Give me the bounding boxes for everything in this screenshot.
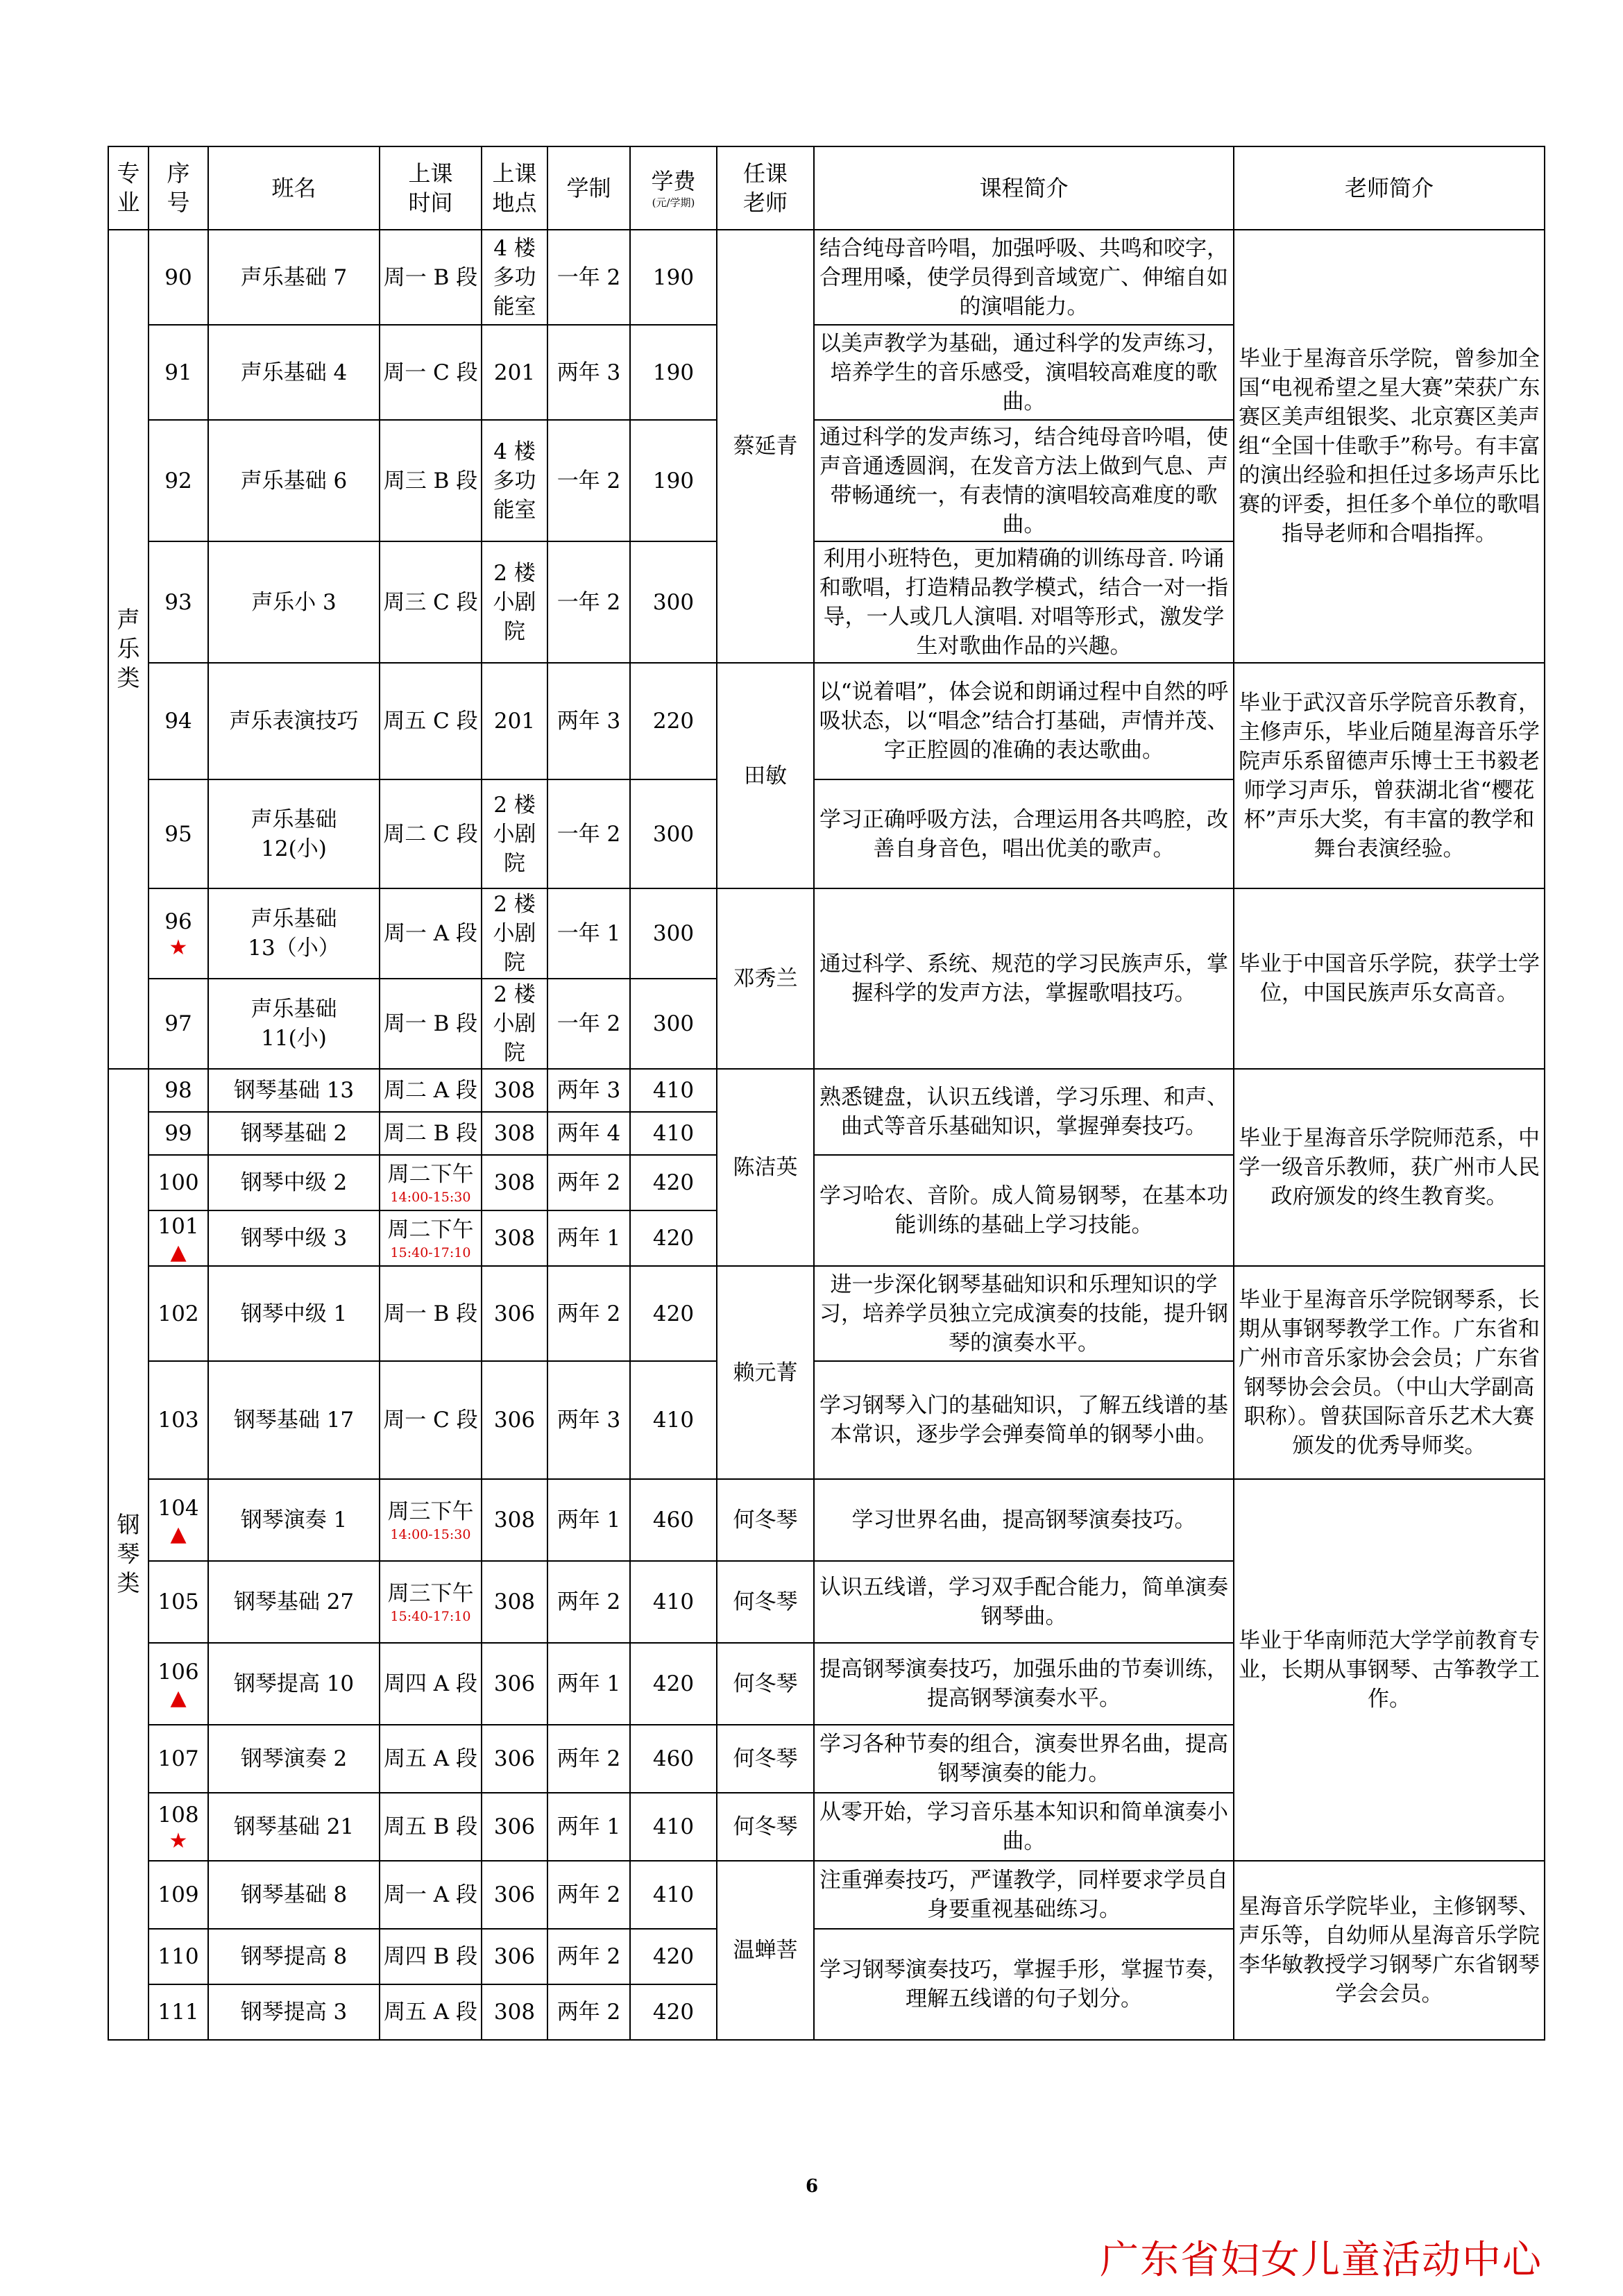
header-major: 专业 [108, 146, 148, 230]
class-name-text: 声乐基础 12(小) [250, 807, 337, 861]
class-name-text: 钢琴提高 10 [233, 1671, 355, 1696]
class-fee: 420 [630, 1929, 717, 1984]
class-duration: 两年 1 [547, 1210, 630, 1266]
class-name [208, 1725, 380, 1793]
class-place-text: 201 [493, 360, 536, 385]
class-time [380, 888, 482, 979]
class-place-text: 2 楼小剧院 [493, 792, 536, 876]
teacher-name: 田敏 [717, 663, 814, 888]
class-name [208, 325, 380, 420]
header-intro: 课程简介 [814, 146, 1234, 230]
class-fee: 420 [630, 1155, 717, 1210]
class-time [380, 541, 482, 663]
class-name-text: 钢琴基础 17 [233, 1408, 355, 1433]
class-time-text: 周五 B 段 [383, 1814, 478, 1839]
class-name [208, 1984, 380, 2040]
class-place [482, 888, 547, 979]
teacher-name: 何冬琴 [717, 1793, 814, 1861]
class-place-text: 308 [493, 1589, 536, 1614]
class-time-text: 周二 B 段 [383, 1121, 478, 1146]
row-number [148, 1266, 208, 1361]
row-number [148, 325, 208, 420]
row-number-text: 107 [158, 1746, 199, 1771]
header-class: 班名 [208, 146, 380, 230]
class-name-text: 钢琴基础 27 [233, 1589, 355, 1614]
class-time [380, 1266, 482, 1361]
category-label: 声乐类 [117, 606, 140, 691]
course-intro: 进一步深化钢琴基础知识和乐理知识的学习，培养学员独立完成演奏的技能，提升钢琴的演奏水平。 [814, 1266, 1234, 1361]
teacher-bio: 毕业于华南师范大学学前教育专业，长期从事钢琴、古筝教学工作。 [1234, 1479, 1545, 1861]
class-name-text: 声乐基础 4 [240, 360, 348, 385]
row-number-text: 91 [164, 360, 192, 385]
class-name-text: 声乐基础 13（小） [248, 906, 340, 961]
class-duration: 一年 2 [547, 230, 630, 325]
teacher-bio: 毕业于中国音乐学院，获学士学位，中国民族声乐女高音。 [1234, 888, 1545, 1069]
class-duration: 两年 4 [547, 1112, 630, 1155]
class-name [208, 230, 380, 325]
class-name-text: 钢琴中级 3 [240, 1226, 348, 1251]
class-place [482, 541, 547, 663]
teacher-bio: 毕业于星海音乐学院钢琴系，长期从事钢琴教学工作。广东省和广州市音乐家协会会员；广东省钢琴协会会员。（中山大学副高职称）。曾获国际音乐艺术大赛颁发的优秀导师奖。 [1234, 1266, 1545, 1479]
row-number [148, 779, 208, 888]
class-name [208, 420, 380, 541]
class-place-text: 2 楼小剧院 [493, 982, 536, 1065]
class-place-text: 306 [493, 1408, 536, 1433]
class-place [482, 1984, 547, 2040]
class-time-text: 周二 A 段 [383, 1078, 478, 1103]
class-time-detail: 15:40-17:10 [390, 1609, 471, 1624]
class-time [380, 420, 482, 541]
class-duration: 两年 2 [547, 1861, 630, 1929]
class-place-text: 308 [493, 1226, 536, 1251]
class-fee: 220 [630, 663, 717, 779]
class-name-text: 声乐表演技巧 [229, 709, 359, 734]
class-time [380, 1561, 482, 1643]
class-fee: 460 [630, 1725, 717, 1793]
class-fee: 190 [630, 230, 717, 325]
course-intro: 以美声教学为基础，通过科学的发声练习，培养学生的音乐感受，演唱较高难度的歌曲。 [814, 325, 1234, 420]
class-place-text: 201 [493, 709, 536, 734]
class-name-text: 钢琴基础 21 [233, 1814, 355, 1839]
class-name-text: 钢琴中级 2 [240, 1170, 348, 1195]
class-time-text: 周五 A 段 [383, 2000, 478, 2025]
class-time-text: 周一 C 段 [383, 1408, 478, 1433]
star-icon: ★ [169, 936, 188, 960]
row-number [148, 1210, 208, 1266]
triangle-icon: ▲ [170, 1522, 187, 1546]
class-place-text: 2 楼小剧院 [493, 560, 536, 644]
class-name [208, 1861, 380, 1929]
header-place: 上课地点 [482, 146, 547, 230]
class-name [208, 1361, 380, 1479]
row-number-text: 101 [158, 1214, 199, 1239]
row-number [148, 1561, 208, 1643]
class-duration: 两年 2 [547, 1725, 630, 1793]
triangle-icon: ▲ [170, 1686, 187, 1710]
teacher-name: 邓秀兰 [717, 888, 814, 1069]
class-fee: 410 [630, 1112, 717, 1155]
class-name [208, 1112, 380, 1155]
class-time-text: 周一 B 段 [383, 1011, 478, 1036]
teacher-name: 陈洁英 [717, 1069, 814, 1266]
header-teacher: 任课老师 [717, 146, 814, 230]
row-number [148, 1479, 208, 1561]
organization-footer: 广东省妇女儿童活动中心 [1100, 2238, 1543, 2283]
row-number-text: 98 [164, 1078, 192, 1103]
class-place [482, 1361, 547, 1479]
class-duration: 两年 2 [547, 1929, 630, 1984]
table-row [108, 888, 1545, 979]
row-number-text: 108 [158, 1803, 199, 1827]
course-intro: 熟悉键盘，认识五线谱，学习乐理、和声、曲式等音乐基础知识，掌握弹奏技巧。 [814, 1069, 1234, 1155]
course-intro: 学习哈农、音阶。成人简易钢琴，在基本功能训练的基础上学习技能。 [814, 1155, 1234, 1266]
class-time [380, 979, 482, 1069]
table-row [108, 1479, 1545, 1561]
teacher-bio: 星海音乐学院毕业，主修钢琴、声乐等，自幼师从星海音乐学院李华敏教授学习钢琴广东省钢琴学会会员。 [1234, 1861, 1545, 2040]
class-time [380, 1725, 482, 1793]
row-number-text: 93 [164, 589, 192, 615]
class-time [380, 1479, 482, 1561]
class-time-text: 周一 A 段 [383, 921, 478, 946]
class-place [482, 1266, 547, 1361]
class-name-text: 钢琴基础 8 [240, 1882, 348, 1907]
class-name [208, 1929, 380, 1984]
class-time [380, 1929, 482, 1984]
row-number [148, 1793, 208, 1861]
class-fee: 410 [630, 1561, 717, 1643]
row-number [148, 1361, 208, 1479]
class-place-text: 306 [493, 1944, 536, 1969]
class-time-text: 周二下午 [387, 1162, 474, 1187]
row-number-text: 106 [158, 1660, 199, 1685]
teacher-name: 蔡延青 [717, 230, 814, 663]
row-number [148, 1725, 208, 1793]
class-time [380, 779, 482, 888]
class-place [482, 420, 547, 541]
class-place-text: 308 [493, 1170, 536, 1195]
class-fee: 410 [630, 1861, 717, 1929]
class-time-text: 周一 A 段 [383, 1882, 478, 1907]
class-place [482, 230, 547, 325]
class-time-text: 周三下午 [387, 1499, 474, 1524]
category-cell [108, 1069, 148, 2040]
class-name [208, 1643, 380, 1725]
course-intro: 通过科学的发声练习，结合纯母音吟唱，使声音通透圆润，在发音方法上做到气息、声带畅通统一，有表情的演唱较高难度的歌曲。 [814, 420, 1234, 541]
course-intro: 以“说着唱”，体会说和朗诵过程中自然的呼吸状态，以“唱念”结合打基础，声情并茂、字正腔圆的准确的表达歌曲。 [814, 663, 1234, 779]
row-number [148, 888, 208, 979]
class-name [208, 1793, 380, 1861]
course-intro: 结合纯母音吟唱，加强呼吸、共鸣和咬字，合理用嗓，使学员得到音域宽广、伸缩自如的演唱能力。 [814, 230, 1234, 325]
class-name [208, 779, 380, 888]
table-row [108, 1266, 1545, 1361]
table-row [108, 1861, 1545, 1929]
row-number-text: 94 [164, 709, 192, 734]
course-intro: 认识五线谱，学习双手配合能力，简单演奏钢琴曲。 [814, 1561, 1234, 1643]
class-name-text: 声乐基础 7 [240, 264, 348, 290]
class-duration: 两年 2 [547, 1266, 630, 1361]
row-number-text: 105 [158, 1589, 199, 1614]
row-number [148, 663, 208, 779]
class-time-text: 周五 C 段 [383, 709, 478, 734]
class-duration: 两年 3 [547, 663, 630, 779]
class-name-text: 钢琴提高 3 [240, 2000, 348, 2025]
row-number-text: 111 [158, 2000, 199, 2025]
class-place [482, 1643, 547, 1725]
row-number-text: 110 [158, 1944, 199, 1969]
class-place [482, 1861, 547, 1929]
class-place [482, 1069, 547, 1112]
row-number-text: 90 [164, 264, 192, 290]
class-name-text: 钢琴基础 2 [240, 1121, 348, 1146]
row-number [148, 1643, 208, 1725]
class-fee: 190 [630, 325, 717, 420]
table-row [108, 230, 1545, 325]
class-duration: 一年 2 [547, 779, 630, 888]
class-fee: 420 [630, 1266, 717, 1361]
class-place [482, 1725, 547, 1793]
class-time [380, 1793, 482, 1861]
page-number: 6 [805, 2176, 819, 2197]
class-time-text: 周三 C 段 [383, 589, 478, 615]
header-time: 上课时间 [380, 146, 482, 230]
teacher-name: 赖元菁 [717, 1266, 814, 1479]
course-intro: 学习世界名曲，提高钢琴演奏技巧。 [814, 1479, 1234, 1561]
class-fee: 410 [630, 1793, 717, 1861]
course-intro: 学习各种节奏的组合，演奏世界名曲，提高钢琴演奏的能力。 [814, 1725, 1234, 1793]
class-time [380, 230, 482, 325]
class-place-text: 306 [493, 1301, 536, 1326]
class-name-text: 钢琴演奏 2 [240, 1746, 348, 1771]
class-name-text: 声乐基础 11(小) [250, 997, 337, 1051]
teacher-bio: 毕业于武汉音乐学院音乐教育，主修声乐，毕业后随星海音乐学院声乐系留德声乐博士王书毅老师学习声乐，曾获湖北省“樱花杯”声乐大奖，有丰富的教学和舞台表演经验。 [1234, 663, 1545, 888]
class-time [380, 1155, 482, 1210]
row-number-text: 109 [158, 1882, 199, 1907]
class-place-text: 308 [493, 1508, 536, 1533]
class-name [208, 979, 380, 1069]
class-duration: 两年 1 [547, 1643, 630, 1725]
class-place-text: 306 [493, 1814, 536, 1839]
class-name-text: 钢琴演奏 1 [240, 1508, 348, 1533]
teacher-name: 何冬琴 [717, 1643, 814, 1725]
class-place-text: 308 [493, 2000, 536, 2025]
row-number [148, 420, 208, 541]
class-duration: 两年 3 [547, 1069, 630, 1112]
class-place-text: 4 楼多功能室 [493, 439, 536, 523]
class-place-text: 308 [493, 1078, 536, 1103]
class-duration: 一年 2 [547, 420, 630, 541]
class-time [380, 1861, 482, 1929]
class-time-text: 周三下午 [387, 1581, 474, 1606]
row-number-text: 92 [164, 468, 192, 493]
class-place [482, 1561, 547, 1643]
class-duration: 两年 2 [547, 1984, 630, 2040]
class-duration: 两年 2 [547, 1561, 630, 1643]
class-duration: 一年 2 [547, 541, 630, 663]
class-time-text: 周四 B 段 [383, 1944, 478, 1969]
class-time [380, 1210, 482, 1266]
table-row [108, 663, 1545, 779]
class-time [380, 1112, 482, 1155]
class-time [380, 663, 482, 779]
row-number [148, 541, 208, 663]
class-time-text: 周三 B 段 [383, 468, 478, 493]
class-name-text: 钢琴基础 13 [233, 1078, 355, 1103]
row-number [148, 1112, 208, 1155]
class-duration: 两年 3 [547, 1361, 630, 1479]
class-time-text: 周四 A 段 [383, 1671, 478, 1696]
row-number [148, 1861, 208, 1929]
class-duration: 两年 2 [547, 1155, 630, 1210]
class-name [208, 1561, 380, 1643]
class-name [208, 888, 380, 979]
class-name [208, 1069, 380, 1112]
row-number-text: 102 [158, 1301, 199, 1326]
course-intro: 学习正确呼吸方法，合理运用各共鸣腔，改善自身音色，唱出优美的歌声。 [814, 779, 1234, 888]
row-number [148, 1984, 208, 2040]
class-time-detail: 15:40-17:10 [390, 1245, 471, 1260]
header-no: 序号 [148, 146, 208, 230]
class-name-text: 钢琴提高 8 [240, 1944, 348, 1969]
row-number-text: 97 [164, 1011, 192, 1036]
course-table [108, 146, 1545, 2041]
class-fee: 420 [630, 1643, 717, 1725]
course-intro: 注重弹奏技巧，严谨教学，同样要求学员自身要重视基础练习。 [814, 1861, 1234, 1929]
class-place [482, 663, 547, 779]
class-duration: 一年 1 [547, 888, 630, 979]
header-fee: 学费 (元/学期) [630, 146, 717, 230]
table-row [108, 1069, 1545, 1112]
table-header-row [108, 146, 1545, 230]
category-label: 钢琴类 [117, 1511, 140, 1596]
class-time [380, 325, 482, 420]
header-bio: 老师简介 [1234, 146, 1545, 230]
class-place [482, 1210, 547, 1266]
class-place [482, 979, 547, 1069]
class-fee: 300 [630, 541, 717, 663]
class-fee: 300 [630, 979, 717, 1069]
class-name [208, 663, 380, 779]
class-place-text: 308 [493, 1121, 536, 1146]
teacher-name: 何冬琴 [717, 1561, 814, 1643]
class-duration: 两年 1 [547, 1793, 630, 1861]
class-fee: 410 [630, 1069, 717, 1112]
class-place [482, 1155, 547, 1210]
row-number [148, 230, 208, 325]
course-intro: 通过科学、系统、规范的学习民族声乐，掌握科学的发声方法，掌握歌唱技巧。 [814, 888, 1234, 1069]
class-place [482, 779, 547, 888]
class-place-text: 306 [493, 1671, 536, 1696]
class-duration: 一年 2 [547, 979, 630, 1069]
teacher-bio: 毕业于星海音乐学院，曾参加全国“电视希望之星大赛”荣获广东赛区美声组银奖、北京赛区美声组“全国十佳歌手”称号。有丰富的演出经验和担任过多场声乐比赛的评委，担任多个单位的歌唱指导老师和合唱指挥。 [1234, 230, 1545, 663]
row-number-text: 95 [164, 821, 192, 847]
class-place [482, 325, 547, 420]
class-time-text: 周二 C 段 [383, 821, 478, 847]
class-time-text: 周一 B 段 [383, 1301, 478, 1326]
class-place [482, 1112, 547, 1155]
triangle-icon: ▲ [170, 1240, 187, 1265]
row-number-text: 96 [164, 909, 192, 934]
teacher-name: 温蝉菩 [717, 1861, 814, 2040]
class-name-text: 声乐小 3 [251, 589, 337, 615]
class-time-detail: 14:00-15:30 [390, 1527, 471, 1542]
class-time-detail: 14:00-15:30 [390, 1190, 471, 1205]
teacher-name: 何冬琴 [717, 1479, 814, 1561]
teacher-bio: 毕业于星海音乐学院师范系，中学一级音乐教师，获广州市人民政府颁发的终生教育奖。 [1234, 1069, 1545, 1266]
class-time-text: 周二下午 [387, 1217, 474, 1242]
class-time [380, 1643, 482, 1725]
teacher-name: 何冬琴 [717, 1725, 814, 1793]
class-name [208, 541, 380, 663]
class-time [380, 1361, 482, 1479]
class-fee: 190 [630, 420, 717, 541]
row-number [148, 979, 208, 1069]
class-name [208, 1210, 380, 1266]
course-intro: 从零开始，学习音乐基本知识和简单演奏小曲。 [814, 1793, 1234, 1861]
row-number-text: 104 [158, 1496, 199, 1521]
class-fee: 300 [630, 888, 717, 979]
class-place-text: 306 [493, 1746, 536, 1771]
class-fee: 420 [630, 1984, 717, 2040]
class-name [208, 1266, 380, 1361]
class-duration: 两年 1 [547, 1479, 630, 1561]
class-time-text: 周一 B 段 [383, 264, 478, 290]
class-fee: 460 [630, 1479, 717, 1561]
row-number [148, 1069, 208, 1112]
class-place-text: 2 楼小剧院 [493, 892, 536, 975]
class-time-text: 周五 A 段 [383, 1746, 478, 1771]
class-name-text: 钢琴中级 1 [240, 1301, 348, 1326]
class-time-text: 周一 C 段 [383, 360, 478, 385]
category-cell [108, 230, 148, 1069]
class-fee: 420 [630, 1210, 717, 1266]
course-intro: 学习钢琴入门的基础知识，了解五线谱的基本常识，逐步学会弹奏简单的钢琴小曲。 [814, 1361, 1234, 1479]
row-number [148, 1929, 208, 1984]
class-fee: 300 [630, 779, 717, 888]
class-place [482, 1479, 547, 1561]
row-number [148, 1155, 208, 1210]
class-name [208, 1155, 380, 1210]
class-fee: 410 [630, 1361, 717, 1479]
class-time [380, 1984, 482, 2040]
class-name [208, 1479, 380, 1561]
star-icon: ★ [169, 1829, 188, 1853]
course-intro: 提高钢琴演奏技巧，加强乐曲的节奏训练，提高钢琴演奏水平。 [814, 1643, 1234, 1725]
row-number-text: 100 [158, 1170, 199, 1195]
class-name-text: 声乐基础 6 [240, 468, 348, 493]
class-place [482, 1793, 547, 1861]
table-body [108, 230, 1545, 2040]
row-number-text: 99 [164, 1121, 192, 1146]
header-duration: 学制 [547, 146, 630, 230]
class-place-text: 4 楼多功能室 [493, 235, 536, 319]
class-place [482, 1929, 547, 1984]
class-time [380, 1069, 482, 1112]
course-intro: 学习钢琴演奏技巧，掌握手形，掌握节奏，理解五线谱的句子划分。 [814, 1929, 1234, 2040]
class-place-text: 306 [493, 1882, 536, 1907]
course-intro: 利用小班特色，更加精确的训练母音. 吟诵和歌唱，打造精品教学模式，结合一对一指导，一人或几人演唱. 对唱等形式，激发学生对歌曲作品的兴趣。 [814, 541, 1234, 663]
class-duration: 两年 3 [547, 325, 630, 420]
row-number-text: 103 [158, 1408, 199, 1433]
